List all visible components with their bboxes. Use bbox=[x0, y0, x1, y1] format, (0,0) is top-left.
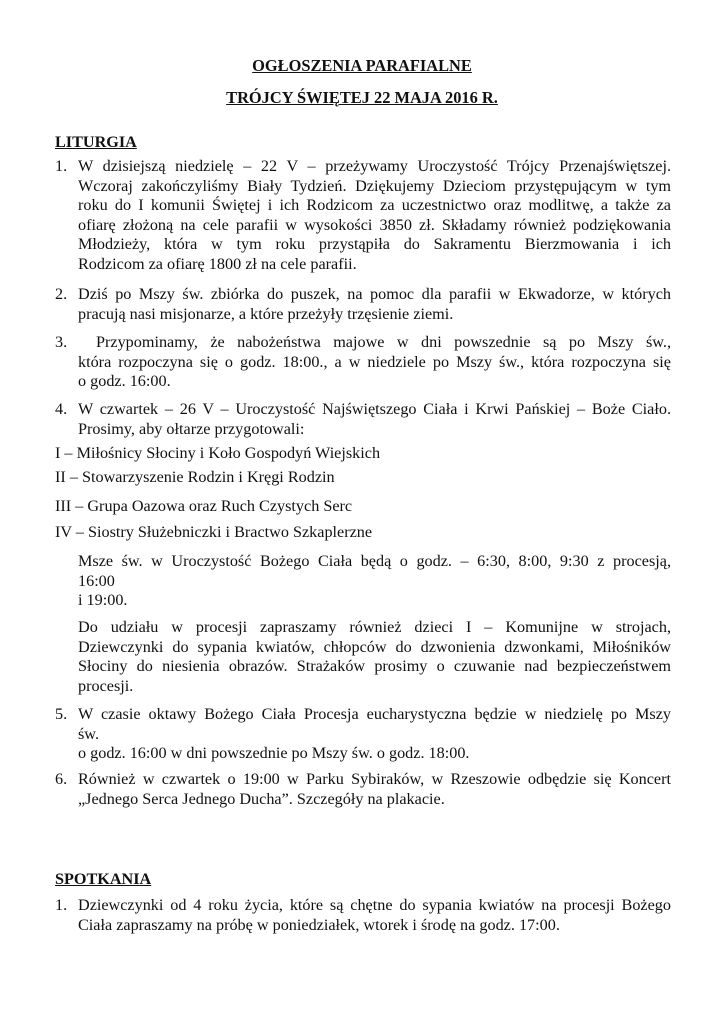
section-heading-liturgia: LITURGIA bbox=[55, 133, 137, 151]
list-item-number: 4. bbox=[55, 400, 68, 418]
list-item-liturgia-1 bbox=[55, 157, 671, 275]
text-line: która rozpoczyna się o godz. 18:00., a w niedziele po Mszy św., która rozpoczyna się bbox=[78, 352, 671, 371]
text-line: W czasie oktawy Bożego Ciała Procesja eucharystyczna będzie w niedzielę po Mszy bbox=[78, 705, 671, 723]
text-line: W dzisiejszą niedzielę – 22 V – przeżywamy Uroczystość Trójcy Przenajświętszej. bbox=[78, 157, 671, 175]
text-line: Prosimy, aby ołtarze przygotowali: bbox=[78, 419, 305, 438]
masses-paragraph bbox=[78, 552, 671, 611]
list-item-number: 5. bbox=[55, 705, 68, 723]
list-item-liturgia-6 bbox=[55, 770, 671, 809]
text-line: Rodzicom za ofiarę 1800 zł na cele parafii. bbox=[78, 254, 357, 273]
text-line: ofiarę złożoną na cele parafii w wysokości 3850 zł. Składamy również podziękowania bbox=[78, 215, 671, 234]
text-line: Również w czwartek o 19:00 w Parku Sybiraków, w Rzeszowie odbędzie się Koncert bbox=[78, 770, 671, 788]
text-line: Dziewczynki do sypania kwiatów, chłopców do dzwonienia dzwonkami, Miłośników bbox=[78, 637, 671, 656]
text-line: W czwartek – 26 V – Uroczystość Najświętszego Ciała i Krwi Pańskiej – Boże Ciało. bbox=[78, 400, 671, 418]
text-line: 16:00 bbox=[78, 571, 115, 590]
altar-line-3: III – Grupa Oazowa oraz Ruch Czystych Serc bbox=[55, 497, 353, 515]
list-item-liturgia-5 bbox=[55, 705, 671, 764]
procession-paragraph bbox=[78, 618, 671, 696]
text-line: roku do I komunii Świętej i ich Rodzicom za uczestnictwo oraz modlitwę, a także za bbox=[78, 196, 671, 215]
document-title-line-2: TRÓJCY ŚWIĘTEJ 22 MAJA 2016 R. bbox=[226, 88, 498, 107]
text-line: „Jednego Serca Jednego Ducha”. Szczegóły na plakacie. bbox=[78, 789, 445, 808]
text-line: św. bbox=[78, 724, 99, 743]
text-line: procesji. bbox=[78, 676, 134, 695]
text-line: Słociny do niesienia obrazów. Strażaków prosimy o czuwanie nad bezpieczeństwem bbox=[78, 657, 671, 676]
list-item-number: 3. bbox=[55, 333, 68, 351]
list-item-liturgia-2 bbox=[55, 285, 671, 324]
altar-line-4: IV – Siostry Służebniczki i Bractwo Szkaplerzne bbox=[55, 523, 373, 541]
altar-line-1: I – Miłośnicy Słociny i Koło Gospodyń Wiejskich bbox=[55, 444, 381, 462]
text-line: Przypominamy, że nabożeństwa majowe w dni powszednie są po Mszy św., bbox=[96, 333, 671, 351]
text-line: Dziewczynki od 4 roku życia, które są chętne do sypania kwiatów na procesji Bożego bbox=[78, 896, 671, 914]
text-line: i 19:00. bbox=[78, 591, 128, 610]
altar-line-2: II – Stowarzyszenie Rodzin i Kręgi Rodzin bbox=[55, 468, 335, 486]
list-item-number: 6. bbox=[55, 770, 68, 788]
text-line: Dziś po Mszy św. zbiórka do puszek, na pomoc dla parafii w Ekwadorze, w których bbox=[78, 285, 671, 303]
text-line: Ciała zapraszamy na próbę w poniedziałek, wtorek i środę na godz. 17:00. bbox=[78, 915, 560, 934]
section-heading-spotkania: SPOTKANIA bbox=[55, 870, 152, 888]
text-line: o godz. 16:00 w dni powszednie po Mszy św. o godz. 18:00. bbox=[78, 744, 470, 763]
list-item-number: 1. bbox=[55, 896, 68, 914]
text-line: o godz. 16:00. bbox=[78, 372, 171, 391]
list-item-number: 2. bbox=[55, 285, 68, 303]
text-line: Do udziału w procesji zapraszamy również dzieci I – Komunijne w strojach, bbox=[78, 618, 671, 636]
list-item-spotkania-1 bbox=[55, 896, 671, 935]
text-line: Msze św. w Uroczystość Bożego Ciała będą o godz. – 6:30, 8:00, 9:30 z procesją, bbox=[78, 552, 671, 570]
list-item-liturgia-3 bbox=[55, 333, 671, 392]
text-line: Wczoraj zakończyliśmy Biały Tydzień. Dziękujemy Dzieciom przystępującym w tym bbox=[78, 176, 671, 195]
text-line: Młodzieży, która w tym roku przystąpiła do Sakramentu Bierzmowania i ich bbox=[78, 235, 671, 254]
document-title-line-1: OGŁOSZENIA PARAFIALNE bbox=[252, 56, 472, 75]
list-item-number: 1. bbox=[55, 157, 68, 175]
list-item-liturgia-4 bbox=[55, 400, 671, 439]
text-line: pracują nasi misjonarze, a które przeżyły trzęsienie ziemi. bbox=[78, 304, 454, 323]
